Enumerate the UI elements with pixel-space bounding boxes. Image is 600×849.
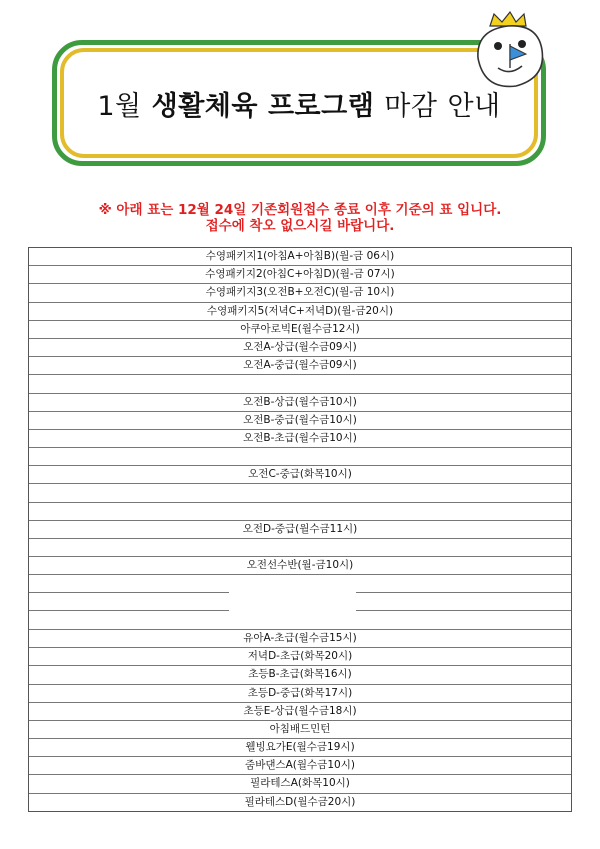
notice-line-2: 접수에 착오 없으시길 바랍니다. <box>205 218 395 234</box>
table-row <box>29 448 571 466</box>
table-row: 오전B-초급(월수금10시) <box>29 430 571 448</box>
table-row: 저녁D-초급(화목20시) <box>29 648 571 666</box>
table-row: 수영패키지3(오전B+오전C)(월-금 10시) <box>29 284 571 302</box>
smiling-face-crown-icon <box>464 6 556 98</box>
table-row: 필라테스D(월수금20시) <box>244 795 356 808</box>
table-row: 오전D-중급(월수금11시) <box>29 521 571 539</box>
title-part-month: 1월 <box>97 90 142 122</box>
table-row: 수영패키지1(아침A+아침B)(월-금 06시) <box>29 248 571 266</box>
table-row: 아침배드민턴 <box>29 721 571 739</box>
table-row: 오전B-상급(월수금10시) <box>29 394 571 412</box>
table-row <box>29 539 571 557</box>
title-part-notice: 안내 <box>447 90 501 122</box>
table-row <box>29 375 571 393</box>
notice-text <box>0 202 600 234</box>
table-row: 초등D-중급(화목17시) <box>29 685 571 703</box>
table-row <box>29 594 571 612</box>
table-row <box>29 575 571 593</box>
program-table <box>28 247 572 812</box>
table-row: 필라테스A(화목10시) <box>29 775 571 793</box>
table-row: 줌바댄스A(월수금10시) <box>29 757 571 775</box>
title-part-closing: 마감 <box>384 90 438 122</box>
title-part-program: 프로그램 <box>267 90 375 122</box>
table-row: 유아A-초급(월수금15시) <box>29 630 571 648</box>
title-part-sports: 생활체육 <box>151 90 258 122</box>
table-row: 초등B-초급(화목16시) <box>29 666 571 684</box>
table-row: 아쿠아로빅E(월수금12시) <box>29 321 571 339</box>
table-row: 오전A-상급(월수금09시) <box>29 339 571 357</box>
table-row: 오전A-중급(월수금09시) <box>29 357 571 375</box>
table-row: 초등E-상급(월수금18시) <box>29 703 571 721</box>
table-row: 오전B-중급(월수금10시) <box>29 412 571 430</box>
notice-line-1: ※ 아래 표는 12월 24일 기존회원접수 종료 이후 기준의 표 입니다. <box>98 202 502 218</box>
table-row <box>29 503 571 521</box>
table-row: 웰빙요가E(월수금19시) <box>29 739 571 757</box>
table-row: 오전선수반(월-금10시) <box>29 557 571 575</box>
table-row: 수영패키지5(저녁C+저녁D)(월-금20시) <box>29 303 571 321</box>
table-row <box>29 612 571 630</box>
table-row <box>29 484 571 502</box>
table-row: 수영패키지2(아침C+아침D)(월-금 07시) <box>29 266 571 284</box>
table-row: 오전C-중급(화목10시) <box>29 466 571 484</box>
